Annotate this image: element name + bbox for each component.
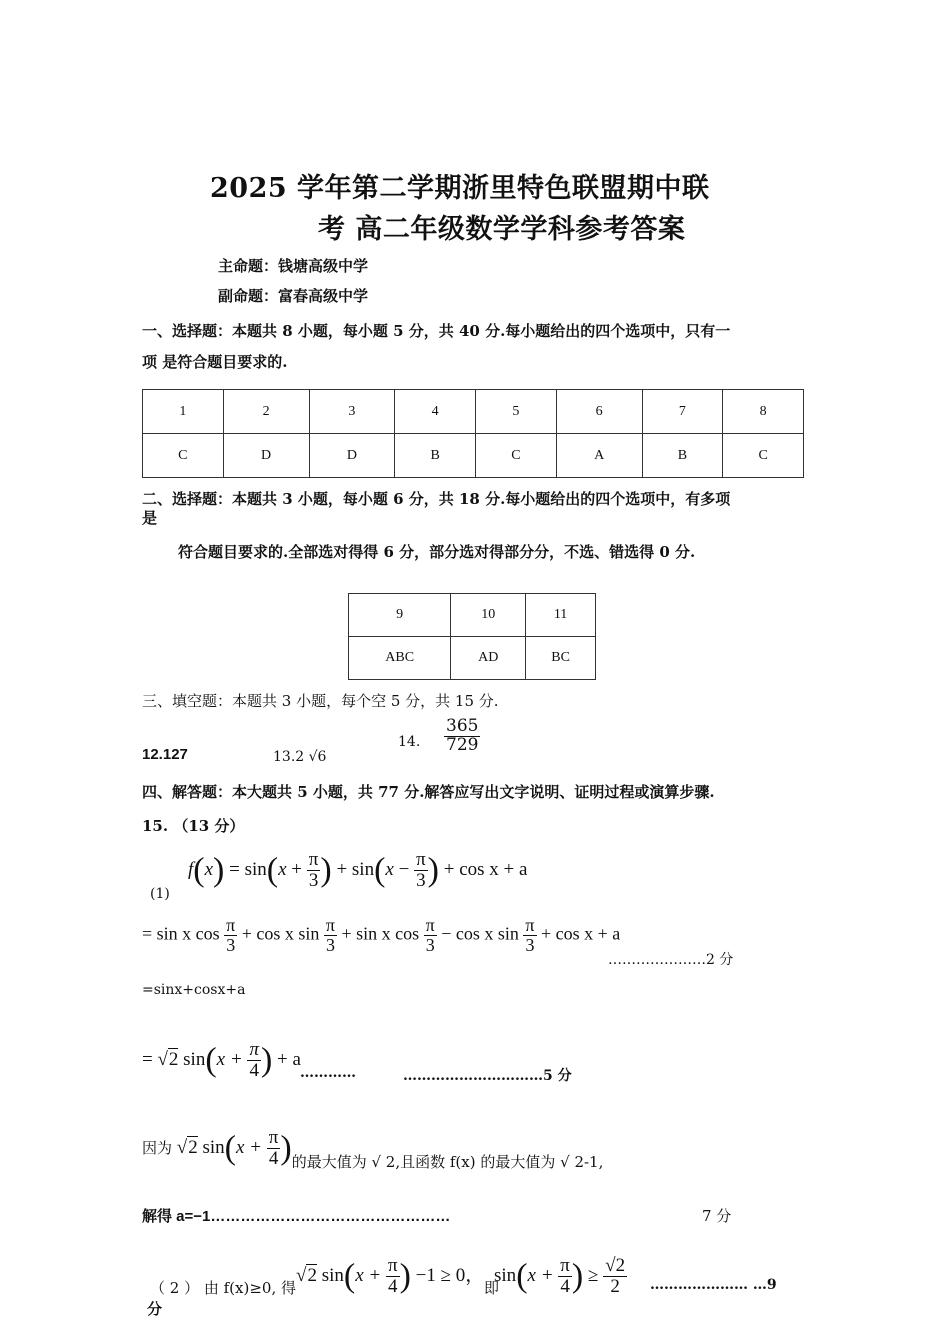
fraction-numerator: π [387,1255,398,1276]
math-symbol: + [336,858,348,880]
fraction-numerator: π [325,915,335,935]
dotted-leader: ………… [300,1065,356,1081]
table-cell: 8 [723,390,804,434]
table-cell: AD [451,637,526,680]
section1-line-1: 一、选择题：本题共 8 小题，每小题 5 分，共 40 分.每小题给出的四个选项中，只有一 [142,322,731,340]
section1-line-2: 项 是符合题目要求的. [142,353,288,371]
fraction-numerator: π [525,915,535,935]
fraction-numerator: 365 [446,716,479,736]
fraction-denominator: 4 [388,1275,398,1297]
table-cell: BC [526,637,596,680]
fraction-numerator: π [249,1039,259,1060]
title-line-2: 考 高二年级数学学科参考答案 [318,214,686,245]
math-symbol: f [188,858,194,880]
table-cell: B [642,434,723,478]
section4-line: 四、解答题：本大题共 5 小题，共 77 分.解答应写出文字说明、证明过程或演算步骤. [142,783,715,801]
table-cell: B [395,434,476,478]
title-line-1: 2025 学年第二学期浙里特色联盟期中联 [210,173,710,204]
math-term: x + [236,1136,263,1158]
max-value-statement: 因为 √2 sin(x + $\frac{\pi}{4}$ )的最大值为 √ 2,且函数 f(x) 的最大值为 √ 2-1, [142,1127,604,1171]
table-cell: 3 [309,390,395,434]
math-term: −1 ≥ 0， [415,1264,485,1286]
fraction-numerator: π [226,915,236,935]
math-symbol: sin [494,1264,517,1286]
fraction-numerator: π [308,849,319,870]
math-term: = sin x cos [142,923,220,944]
fraction-numerator: π [268,1127,279,1148]
answer-12: 12.127 [142,746,188,763]
fraction-denominator: 4 [249,1059,259,1081]
math-symbol: sin [321,1264,344,1286]
section2-answer-table [348,593,596,680]
math-radicand: 2 [188,1136,198,1158]
math-symbol: − [398,858,410,880]
fraction-denominator: 3 [308,869,319,891]
table-cell: 1 [143,390,224,434]
math-symbol: x [204,858,214,880]
math-symbol: ≥ [587,1264,599,1286]
fraction-denominator: 3 [525,934,535,955]
answer-13: 13.2 √6 [273,749,327,765]
fraction-numerator: π [560,1255,570,1276]
score-2-points: …………………2 分 [608,952,734,968]
text-prefix: 因为 [142,1138,173,1157]
math-term: x + [527,1264,554,1286]
math-term: + cos x sin [241,923,320,944]
table-cell: 10 [451,594,526,637]
fraction-numerator: √2 [605,1255,626,1276]
text-suffix: 的最大值为 √ 2,且函数 f(x) 的最大值为 √ 2-1, [291,1152,604,1171]
table-cell: D [309,434,395,478]
math-radicand: 2 [168,1048,179,1070]
math-symbol: = [142,1048,153,1070]
table-cell: C [723,434,804,478]
deputy-author: 副命题：富春高级中学 [218,287,369,305]
math-term: + a [277,1048,301,1070]
section2-line-2: 符合题目要求的.全部选对得得 6 分，部分选对得部分分，不选、错选得 0 分. [178,543,696,561]
table-cell: 9 [349,594,451,637]
equation-f-definition: f(x) = sin(x + $\frac{\pi}{3}$ ) + sin(x − $\frac{\pi}{3}$ ) + cos x + a [188,849,528,891]
math-symbol: sin [183,1048,206,1070]
fraction-denominator: 2 [610,1275,620,1297]
table-cell: C [143,434,224,478]
fraction-numerator: π [416,849,426,870]
equation-combined: = √2 sin(x + $\frac{\pi}{4}$ ) + a [142,1039,301,1081]
fraction-denominator: 3 [425,934,435,955]
score-5-points: …………………………5 分 [403,1068,572,1084]
part-1-label: (1) [150,886,170,902]
section3-line: 三、填空题：本题共 3 小题，每个空 5 分，共 15 分. [142,692,499,710]
part-2-prefix: （ 2 ） 由 f(x)≥0, 得 [150,1279,296,1297]
table-cell: 5 [476,390,557,434]
math-symbol: sin [244,858,267,880]
part-2-inequality-2: sin(x + $\frac{\pi}{4}$ ) ≥ $\frac{√2}{2}$ [494,1255,626,1297]
equation-expansion [142,916,620,955]
table-cell: A [556,434,642,478]
section2-line-1: 二、选择题：本题共 3 小题，每小题 6 分，共 18 分.每小题给出的四个选项中，有多项 [142,490,731,508]
fraction-denominator: 3 [325,934,335,955]
math-symbol: + cos x + a [443,858,528,880]
score-9-points: ………………… …9 [650,1277,777,1293]
answer-14-label: 14. [398,734,421,750]
fraction-denominator: 3 [416,869,426,891]
math-term: + cos x + a [541,923,621,944]
question-15-heading: 15. （13 分） [142,817,245,835]
section1-answer-table [142,389,804,478]
score-unit: 分 [147,1300,163,1318]
equation-simplified: =sinx+cosx+a [142,982,246,998]
part-2-inequality-1: √2 sin(x + $\frac{\pi}{4}$ ) −1 ≥ 0， [296,1255,485,1297]
fraction-denominator: 729 [446,734,479,755]
math-symbol: + [291,858,303,880]
table-cell: D [223,434,309,478]
section2-line-1b: 是 [142,509,158,527]
math-term: + sin x cos [341,923,420,944]
fraction-denominator: 3 [226,934,236,955]
math-term: x + [216,1048,243,1070]
main-author: 主命题：钱塘高级中学 [218,257,369,275]
table-cell: ABC [349,637,451,680]
answer-14-fraction [444,718,480,755]
math-symbol: x [385,858,394,880]
fraction-numerator: π [425,915,435,935]
math-term: x + [355,1264,382,1286]
part-2-connector: 即 [484,1279,500,1297]
table-cell: 7 [642,390,723,434]
math-term: − cos x sin [441,923,519,944]
table-cell: 2 [223,390,309,434]
table-cell: C [476,434,557,478]
fraction-denominator: 4 [560,1275,570,1297]
fraction-denominator: 4 [268,1147,279,1169]
math-symbol: = [229,858,240,880]
score-7-points: 7 分 [702,1207,732,1225]
math-radicand: 2 [307,1264,317,1286]
math-symbol: sin [351,858,375,880]
table-cell: 11 [526,594,596,637]
table-cell: 6 [556,390,642,434]
math-symbol: x [278,858,287,880]
solve-a-line: 解得 a=−1………………………………………… [142,1208,451,1225]
table-cell: 4 [395,390,476,434]
math-symbol: sin [202,1136,225,1158]
